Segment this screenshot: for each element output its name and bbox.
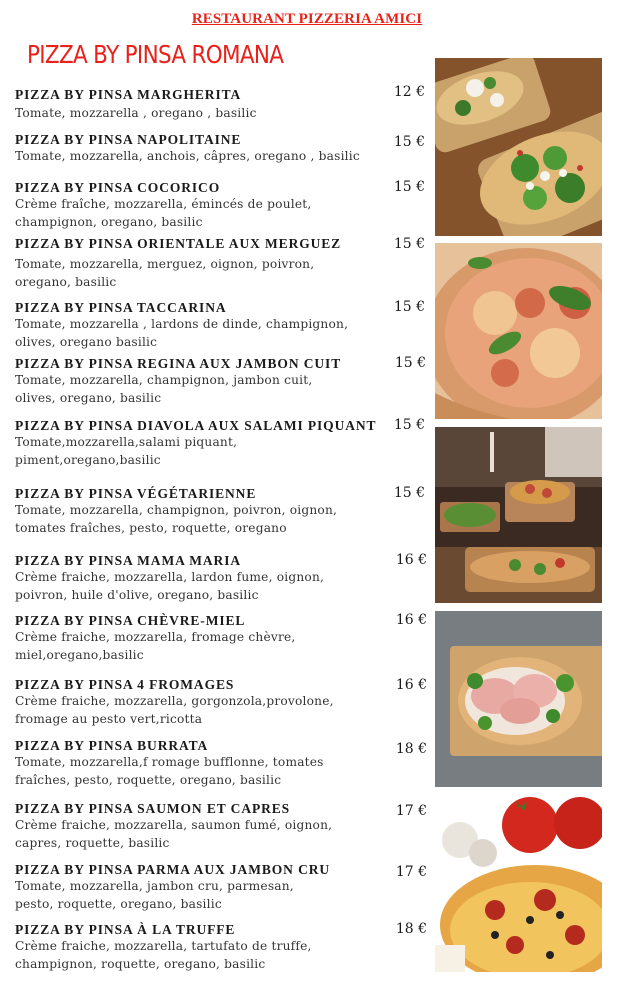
item-price: 18 €	[395, 741, 427, 757]
item-price: 15 €	[393, 485, 425, 501]
item-description: Tomate, mozzarella, merguez, oignon, poivron, oregano, basilic	[15, 257, 315, 289]
menu-item-napolitaine	[15, 132, 385, 166]
menu-item-diavola	[15, 418, 385, 469]
item-description: Crème fraiche, mozzarella, saumon fumé, oignon, capres, roquette, basilic	[15, 818, 333, 850]
item-description: Crème fraiche, mozzarella, fromage chèvre, miel,oregano,basilic	[15, 630, 296, 662]
item-name: PIZZA BY PINSA PARMA AUX JAMBON CRU	[15, 862, 331, 877]
menu-item-vegetarienne	[15, 486, 385, 537]
pizza-photo-ham	[435, 611, 602, 787]
item-description: Tomate, mozzarella, jambon cru, parmesan, pesto, roquette, oregano, basilic	[15, 879, 294, 911]
menu-item-regina	[15, 356, 385, 407]
item-name: PIZZA BY PINSA MARGHERITA	[15, 87, 242, 102]
item-description: Tomate, mozzarella, champignon, jambon cuit, olives, oregano, basilic	[15, 373, 313, 405]
item-description: Tomate,mozzarella,salami piquant, piment,oregano,basilic	[15, 435, 238, 467]
item-name: PIZZA BY PINSA NAPOLITAINE	[15, 132, 242, 147]
item-name: PIZZA BY PINSA BURRATA	[15, 738, 209, 753]
item-name: PIZZA BY PINSA À LA TRUFFE	[15, 922, 236, 937]
item-price: 15 €	[393, 236, 425, 252]
restaurant-name: RESTAURANT PIZZERIA AMICI	[191, 11, 423, 27]
item-name: PIZZA BY PINSA 4 FROMAGES	[15, 677, 235, 692]
pizza-photo-ingredients	[435, 795, 602, 972]
menu-item-truffe	[15, 922, 385, 973]
menu-item-orientale	[15, 236, 385, 291]
item-name: PIZZA BY PINSA TACCARINA	[15, 300, 227, 315]
pizza-photo-table	[435, 427, 602, 603]
menu-item-parma	[15, 862, 385, 913]
item-description: Crème fraiche, mozzarella, lardon fume, oignon, poivron, huile d'olive, oregano, basilic	[15, 570, 325, 602]
item-price: 15 €	[393, 179, 425, 195]
item-description: Crème fraîche, mozzarella, émincés de poulet, champignon, oregano, basilic	[15, 197, 312, 229]
item-description: Tomate, mozzarella , lardons de dinde, champignon, olives, oregano basilic	[15, 317, 349, 349]
item-price: 15 €	[393, 417, 425, 433]
item-name: PIZZA BY PINSA DIAVOLA AUX SALAMI PIQUANT	[15, 418, 377, 433]
menu-item-saumon	[15, 801, 385, 852]
item-description: Tomate, mozzarella, champignon, poivron, oignon, tomates fraîches, pesto, roquette, oregano	[15, 503, 338, 535]
item-description: Crème fraiche, mozzarella, gorgonzola,provolone, fromage au pesto vert,ricotta	[15, 694, 334, 726]
item-price: 15 €	[393, 134, 425, 150]
menu-item-chevre-miel	[15, 613, 385, 664]
item-description: Tomate, mozzarella , oregano , basilic	[15, 106, 257, 120]
item-price: 16 €	[395, 677, 427, 693]
item-name: PIZZA BY PINSA SAUMON ET CAPRES	[15, 801, 291, 816]
item-name: PIZZA BY PINSA REGINA AUX JAMBON CUIT	[15, 356, 342, 371]
item-description: Tomate, mozzarella,f romage bufflonne, tomates fraîches, pesto, roquette, oregano, basilic	[15, 755, 324, 787]
pizza-photo-rocket	[435, 58, 602, 236]
item-description: Tomate, mozzarella, anchois, câpres, oregano , basilic	[15, 149, 360, 163]
menu-item-burrata	[15, 738, 385, 789]
item-price: 18 €	[395, 921, 427, 937]
item-name: PIZZA BY PINSA COCORICO	[15, 180, 221, 195]
item-description: Crème fraiche, mozzarella, tartufato de truffe, champignon, roquette, oregano, basilic	[15, 939, 312, 971]
menu-item-margherita	[15, 87, 385, 123]
item-name: PIZZA BY PINSA MAMA MARIA	[15, 553, 242, 568]
section-title: PIZZA BY PINSA ROMANA	[27, 40, 284, 69]
item-price: 16 €	[395, 612, 427, 628]
item-price: 12 €	[393, 84, 425, 100]
item-name: PIZZA BY PINSA VÉGÉTARIENNE	[15, 486, 257, 501]
item-price: 17 €	[395, 864, 427, 880]
item-price: 15 €	[394, 355, 426, 371]
menu-item-4-fromages	[15, 677, 385, 728]
pizza-photo-margherita	[435, 243, 602, 419]
menu-item-cocorico	[15, 180, 385, 231]
item-price: 17 €	[395, 803, 427, 819]
menu-item-taccarina	[15, 300, 385, 351]
item-name: PIZZA BY PINSA ORIENTALE AUX MERGUEZ	[15, 236, 342, 251]
item-price: 16 €	[395, 552, 427, 568]
item-name: PIZZA BY PINSA CHÈVRE-MIEL	[15, 613, 246, 628]
item-price: 15 €	[393, 299, 425, 315]
menu-item-mama-maria	[15, 553, 385, 604]
